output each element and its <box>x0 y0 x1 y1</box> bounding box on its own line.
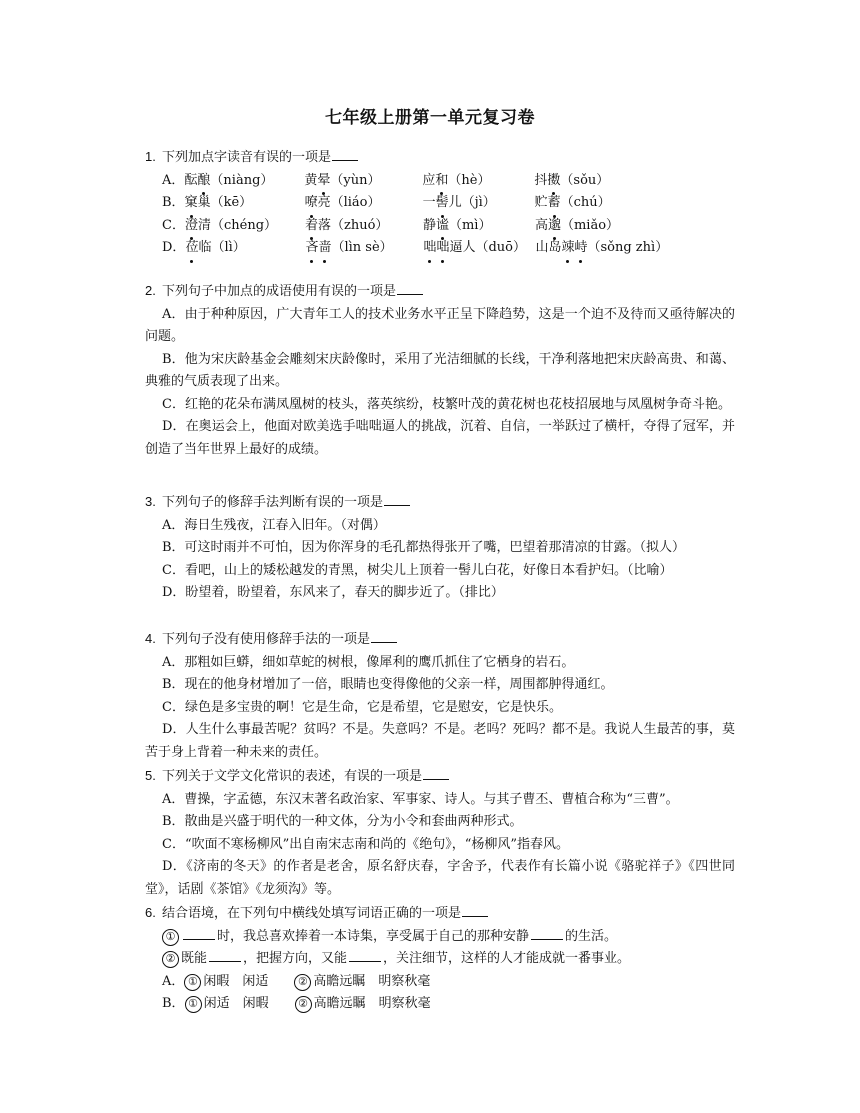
question-number: 1. <box>145 149 156 164</box>
option-b: B．他为宋庆龄基金会雕刻宋庆龄像时，采用了光洁细腻的长线，干净利落地把宋庆龄高贵、和蔼、典雅的气质表现了出来。 <box>145 351 735 389</box>
pronunciation-item: 静谧（mì） <box>423 215 535 238</box>
pronunciation-item: 高邈（miǎo） <box>535 215 665 238</box>
question-text: 下列句子没有使用修辞手法的一项是 <box>162 632 371 647</box>
question-stem <box>145 491 735 515</box>
sentence-number: ① <box>185 996 202 1013</box>
question-1 <box>145 146 735 260</box>
emphasized-character: 嘹 <box>305 195 318 210</box>
option-label: A． <box>162 973 185 989</box>
option-label: D． <box>162 240 186 255</box>
emphasized-character: 和 <box>435 173 448 188</box>
fill-blank <box>209 949 241 962</box>
question-number: 4. <box>145 631 156 646</box>
pronunciation-item: 酝酿（niàng） <box>184 170 304 193</box>
option-label: B． <box>162 195 185 210</box>
question-text: 下列关于文学文化常识的表述，有误的一项是 <box>162 769 423 784</box>
sentence-text: 既能 <box>181 951 208 966</box>
question-number: 3. <box>145 494 156 509</box>
question-text: 结合语境，在下列句中横线处填写词语正确的一项是 <box>162 906 462 921</box>
pronunciation-item: 黄晕（yùn） <box>304 170 422 193</box>
pronunciation-item: 贮蓄（chú） <box>535 192 665 215</box>
emphasized-character: 髻 <box>436 195 449 210</box>
sentence-number: ② <box>295 996 312 1013</box>
question-4 <box>145 628 735 764</box>
question-stem <box>145 628 735 652</box>
emphasized-character: 邈 <box>548 218 561 233</box>
question-2 <box>145 280 735 461</box>
option-b: B．现在的他身材增加了一倍，眼睛也变得像他的父亲一样，周围都肿得通红。 <box>162 677 614 692</box>
sentence-text: ，关注细节，这样的人才能成就一番事业。 <box>383 951 631 966</box>
emphasized-character: 酿 <box>197 173 210 188</box>
sentence-number: ① <box>184 974 201 991</box>
sentence-text: ，把握方向，又能 <box>243 951 348 966</box>
fill-blank <box>531 927 563 940</box>
option-a: A．曹操，字孟德，东汉末著名政治家、军事家、诗人。与其子曹丕、曹植合称为“三曹”。 <box>162 791 679 807</box>
pronunciation-item: 一髻儿（jì） <box>423 192 535 215</box>
fill-blank <box>183 927 215 940</box>
emphasized-character: 吝啬 <box>305 240 331 255</box>
option-c: C．看吧，山上的矮松越发的青黑，树尖儿上顶着一髻儿白花，好像日本看护妇。（比喻） <box>162 562 673 578</box>
answer-blank <box>423 767 449 780</box>
pronunciation-item: 澄清（chéng） <box>185 215 305 238</box>
question-stem <box>145 902 735 926</box>
pronunciation-item: 应和（hè） <box>422 170 534 193</box>
answer-blank <box>384 493 410 506</box>
question-6 <box>145 902 735 1016</box>
option-d <box>145 237 735 260</box>
sentence-number: ② <box>294 974 311 991</box>
emphasized-character: 窠 <box>185 195 198 210</box>
option-a <box>145 170 735 193</box>
emphasized-character: 擞 <box>547 173 560 188</box>
option-c <box>145 215 735 238</box>
question-stem <box>145 146 735 170</box>
question-number: 6. <box>145 905 156 920</box>
option-b: B．可这时雨并不可怕，因为你浑身的毛孔都热得张开了嘴，巴望着那清凉的甘露。（拟人） <box>162 540 686 555</box>
option-b <box>145 993 735 1016</box>
option-label: A． <box>162 172 185 188</box>
answer-blank <box>371 630 397 643</box>
option-a <box>145 971 735 994</box>
emphasized-character: 蓄 <box>548 195 561 210</box>
pronunciation-item: 山岛竦峙（sǒng zhì） <box>535 237 665 260</box>
sentence-1 <box>145 926 735 949</box>
sentence-number: ② <box>162 951 179 968</box>
question-number: 5. <box>145 768 156 783</box>
option-label: C． <box>162 217 185 233</box>
emphasized-character: 咄咄 <box>423 240 449 255</box>
answer-blank <box>332 148 358 161</box>
pronunciation-item: 吝啬（lìn sè） <box>305 237 423 260</box>
option-d: D．盼望着，盼望着，东风来了，春天的脚步近了。（排比） <box>162 585 504 600</box>
question-text: 下列句子中加点的成语使用有误的一项是 <box>162 284 397 299</box>
question-5 <box>145 765 735 901</box>
pronunciation-item: 着落（zhuó） <box>305 215 423 238</box>
option-words: 闲适 闲暇 <box>203 996 269 1011</box>
question-stem <box>145 280 735 304</box>
q1-options <box>145 170 735 260</box>
emphasized-character: 晕 <box>317 173 330 188</box>
answer-blank <box>397 282 423 295</box>
pronunciation-item: 莅临（lì） <box>185 237 305 260</box>
option-c: C．绿色是多宝贵的啊！它是生命，它是希望，它是慰安，它是快乐。 <box>162 699 562 715</box>
sentence-2 <box>145 948 735 971</box>
pronunciation-item: 窠巢（kē） <box>185 192 305 215</box>
fill-blank <box>349 949 381 962</box>
option-a: A．那粗如巨蟒，细如草蛇的树根，像犀利的鹰爪抓住了它栖身的岩石。 <box>162 654 575 670</box>
emphasized-character: 澄 <box>185 218 198 233</box>
question-stem <box>145 765 735 789</box>
option-words: 高瞻远瞩 明察秋毫 <box>313 996 431 1011</box>
option-c: C．“吹面不寒杨柳风”出自南宋志南和尚的《绝句》，“杨柳风”指春风。 <box>162 836 570 852</box>
option-words: 高瞻远瞩 明察秋毫 <box>313 973 431 989</box>
question-number: 2. <box>145 283 156 298</box>
question-3 <box>145 491 735 605</box>
option-d: D．在奥运会上，他面对欧美选手咄咄逼人的挑战，沉着、自信，一举跃过了横杆，夺得了冠军，并创造了当年世界上最好的成绩。 <box>145 419 735 457</box>
emphasized-character: 着 <box>305 218 318 233</box>
pronunciation-item: 咄咄逼人（duō） <box>423 237 535 260</box>
pronunciation-item: 嘹亮（liáo） <box>305 192 423 215</box>
emphasized-character: 竦峙 <box>561 240 587 255</box>
pronunciation-item: 抖擞（sǒu） <box>534 170 664 193</box>
option-a: A．海日生残夜，江春入旧年。（对偶） <box>162 517 386 533</box>
option-d: D．《济南的冬天》的作者是老舍，原名舒庆春，字舍予，代表作有长篇小说《骆驼祥子》《四世同堂》，话剧《茶馆》《龙须沟》等。 <box>145 859 735 897</box>
emphasized-character: 莅 <box>185 240 198 255</box>
sentence-number: ① <box>162 929 179 946</box>
option-b <box>145 192 735 215</box>
question-text: 下列句子的修辞手法判断有误的一项是 <box>162 495 384 510</box>
option-a: A．由于种种原因，广大青年工人的技术业务水平正呈下降趋势，这是一个迫不及待而又亟待解决的问题。 <box>145 306 735 344</box>
sentence-text: 时，我总喜欢捧着一本诗集，享受属于自己的那种安静 <box>217 928 530 944</box>
question-text: 下列加点字读音有误的一项是 <box>162 150 332 165</box>
emphasized-character: 谧 <box>436 218 449 233</box>
option-b: B．散曲是兴盛于明代的一种文体，分为小令和套曲两种形式。 <box>162 814 523 829</box>
option-label: B． <box>162 996 185 1011</box>
option-d: D．人生什么事最苦呢？贫吗？不是。失意吗？不是。老吗？死吗？都不是。我说人生最苦的事，莫苦于身上背着一种未来的责任。 <box>145 722 735 760</box>
sentence-text: 的生活。 <box>565 928 618 944</box>
answer-blank <box>462 904 488 917</box>
option-words: 闲暇 闲适 <box>203 973 269 989</box>
page-title: 七年级上册第一单元复习卷 <box>325 108 535 128</box>
option-c: C．红艳的花朵布满凤凰树的枝头，落英缤纷，枝繁叶茂的黄花树也花枝招展地与凤凰树争奇斗艳。 <box>162 396 731 412</box>
